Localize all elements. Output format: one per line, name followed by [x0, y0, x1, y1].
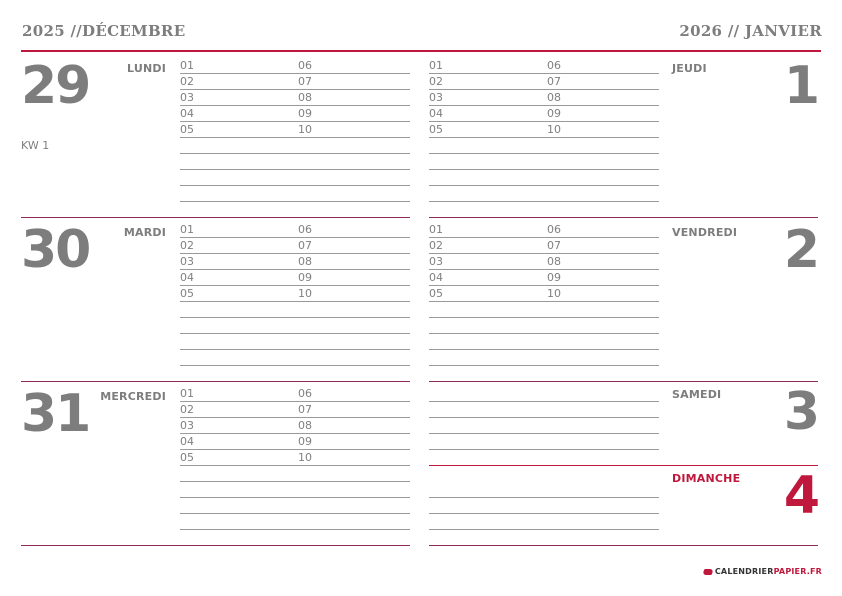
day-separator — [429, 545, 818, 546]
slot-hour: 04 — [180, 107, 194, 120]
day-separator — [429, 381, 818, 382]
slot-hour: 08 — [298, 419, 312, 432]
day-number: 31 — [21, 384, 90, 444]
slot-hour: 09 — [547, 107, 561, 120]
slot-hour: 04 — [180, 435, 194, 448]
note-line[interactable] — [429, 334, 659, 350]
slot-hour: 06 — [298, 223, 312, 236]
slot-hour: 09 — [547, 271, 561, 284]
slot-hour: 05 — [180, 123, 194, 136]
note-line[interactable] — [429, 138, 659, 154]
note-line[interactable] — [180, 334, 410, 350]
slot-hour: 02 — [180, 403, 194, 416]
note-line[interactable] — [180, 466, 410, 482]
note-line[interactable] — [180, 302, 410, 318]
slot-row[interactable] — [180, 386, 410, 402]
note-line[interactable] — [429, 154, 659, 170]
day-name: MARDI — [123, 226, 166, 239]
slot-hour: 07 — [547, 75, 561, 88]
slot-row[interactable] — [429, 254, 659, 270]
day-separator — [21, 217, 410, 218]
note-line[interactable] — [429, 530, 659, 546]
slot-hour: 07 — [298, 239, 312, 252]
slot-hour: 08 — [298, 255, 312, 268]
note-line[interactable] — [429, 434, 659, 450]
slot-hour: 01 — [429, 59, 443, 72]
day-number: 30 — [21, 220, 90, 280]
note-line[interactable] — [180, 514, 410, 530]
slot-row[interactable] — [180, 106, 410, 122]
slot-hour: 09 — [298, 107, 312, 120]
slot-hour: 06 — [547, 223, 561, 236]
day-name: SAMEDI — [672, 388, 722, 401]
slot-row[interactable] — [429, 74, 659, 90]
slot-hour: 03 — [429, 91, 443, 104]
slot-hour: 05 — [180, 451, 194, 464]
slot-hour: 02 — [180, 75, 194, 88]
note-line[interactable] — [429, 318, 659, 334]
day-separator — [21, 545, 410, 546]
day-name: LUNDI — [127, 62, 166, 75]
day-number: 4 — [783, 466, 818, 526]
slot-row[interactable] — [429, 58, 659, 74]
slot-row[interactable] — [180, 270, 410, 286]
slot-row[interactable] — [180, 450, 410, 466]
slot-hour: 07 — [547, 239, 561, 252]
slot-hour: 02 — [429, 75, 443, 88]
slot-hour: 10 — [298, 123, 312, 136]
slot-hour: 09 — [298, 435, 312, 448]
day-name: VENDREDI — [672, 226, 738, 239]
brand-part-1: CALENDRIER — [714, 567, 774, 576]
slot-hour: 01 — [429, 223, 443, 236]
header-left-month: 2025 //DÉCEMBRE — [22, 22, 186, 40]
slot-hour: 01 — [180, 59, 194, 72]
note-line[interactable] — [429, 170, 659, 186]
note-line[interactable] — [180, 350, 410, 366]
note-line[interactable] — [180, 186, 410, 202]
note-line[interactable] — [180, 318, 410, 334]
slot-hour: 03 — [180, 91, 194, 104]
slot-hour: 10 — [298, 287, 312, 300]
slot-row[interactable] — [429, 90, 659, 106]
slot-hour: 04 — [429, 107, 443, 120]
note-line[interactable] — [429, 386, 659, 402]
day-name: DIMANCHE — [672, 472, 741, 485]
slot-row[interactable] — [429, 270, 659, 286]
slot-row[interactable] — [180, 254, 410, 270]
slot-hour: 10 — [298, 451, 312, 464]
day-number: 3 — [783, 382, 818, 442]
slot-row[interactable] — [180, 418, 410, 434]
brand-part-2: PAPIER.FR — [773, 567, 822, 576]
slot-hour: 09 — [298, 271, 312, 284]
note-line[interactable] — [180, 482, 410, 498]
slot-hour: 03 — [429, 255, 443, 268]
slot-hour: 04 — [180, 271, 194, 284]
slot-hour: 04 — [429, 271, 443, 284]
slot-hour: 01 — [180, 223, 194, 236]
slot-hour: 02 — [429, 239, 443, 252]
slot-row[interactable] — [180, 286, 410, 302]
note-line[interactable] — [429, 514, 659, 530]
note-line[interactable] — [180, 138, 410, 154]
slot-hour: 03 — [180, 255, 194, 268]
day-number: 1 — [783, 56, 818, 116]
brand-logo — [703, 567, 822, 576]
slot-row[interactable] — [180, 58, 410, 74]
slot-row[interactable] — [429, 222, 659, 238]
note-line[interactable] — [180, 498, 410, 514]
slot-hour: 02 — [180, 239, 194, 252]
slot-hour: 05 — [429, 287, 443, 300]
note-line[interactable] — [429, 186, 659, 202]
day-separator — [21, 381, 410, 382]
slot-row[interactable] — [429, 106, 659, 122]
note-line[interactable] — [429, 450, 659, 466]
slot-hour: 10 — [547, 123, 561, 136]
slot-row[interactable] — [429, 286, 659, 302]
note-line[interactable] — [429, 498, 659, 514]
slot-row[interactable] — [180, 90, 410, 106]
header-divider — [21, 50, 821, 52]
slot-hour: 01 — [180, 387, 194, 400]
day-name: MERCREDI — [100, 390, 166, 403]
slot-hour: 08 — [298, 91, 312, 104]
slot-hour: 10 — [547, 287, 561, 300]
day-number: 2 — [783, 220, 818, 280]
slot-row[interactable] — [180, 74, 410, 90]
note-line[interactable] — [429, 350, 659, 366]
note-line[interactable] — [429, 402, 659, 418]
note-line[interactable] — [180, 154, 410, 170]
slot-row[interactable] — [429, 238, 659, 254]
day-separator — [429, 217, 818, 218]
slot-hour: 03 — [180, 419, 194, 432]
note-line[interactable] — [180, 170, 410, 186]
slot-hour: 08 — [547, 255, 561, 268]
note-line[interactable] — [429, 418, 659, 434]
slot-hour: 06 — [298, 59, 312, 72]
weekend-separator — [429, 465, 818, 466]
day-name: JEUDI — [672, 62, 707, 75]
day-number: 29 — [21, 56, 90, 116]
week-label: KW 1 — [21, 139, 50, 152]
note-line[interactable] — [429, 302, 659, 318]
header-right-month: 2026 // JANVIER — [679, 22, 822, 40]
feather-icon — [701, 569, 714, 575]
slot-row[interactable] — [180, 402, 410, 418]
slot-row[interactable] — [180, 122, 410, 138]
slot-hour: 06 — [547, 59, 561, 72]
slot-row[interactable] — [429, 122, 659, 138]
slot-row[interactable] — [180, 238, 410, 254]
slot-hour: 07 — [298, 403, 312, 416]
slot-row[interactable] — [180, 434, 410, 450]
slot-hour: 08 — [547, 91, 561, 104]
slot-hour: 07 — [298, 75, 312, 88]
slot-hour: 06 — [298, 387, 312, 400]
slot-row[interactable] — [180, 222, 410, 238]
note-line[interactable] — [429, 482, 659, 498]
slot-hour: 05 — [429, 123, 443, 136]
slot-hour: 05 — [180, 287, 194, 300]
